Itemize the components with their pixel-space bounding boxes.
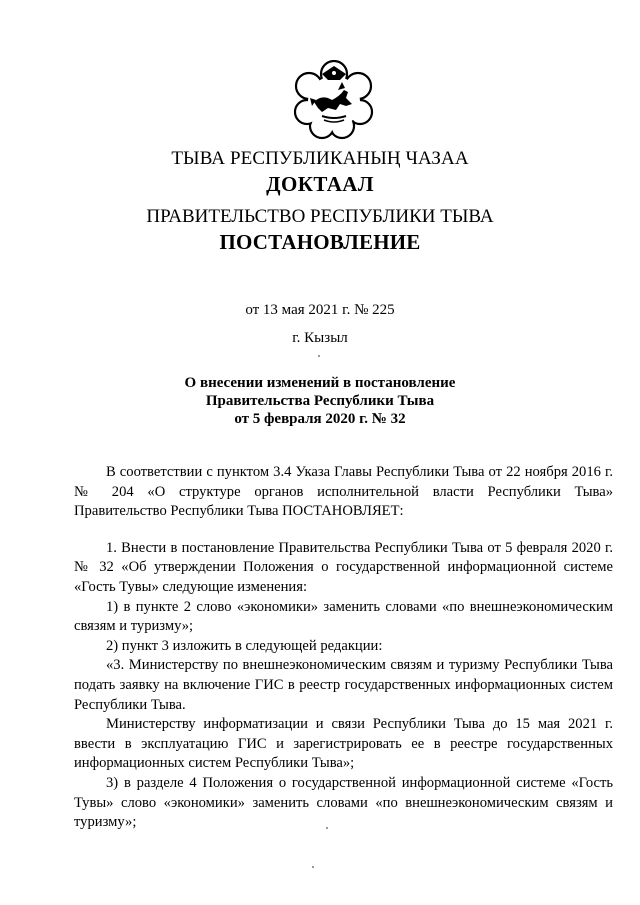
- republic-name-tyvan: ТЫВА РЕСПУБЛИКАНЫҢ ЧАЗАА: [171, 148, 469, 169]
- document-city: г. Кызыл: [292, 330, 348, 346]
- paragraph-subitem-2: 2) пункт 3 изложить в следующей редакции:: [106, 637, 383, 654]
- scan-speck: [312, 866, 314, 868]
- coat-of-arms-emblem: [292, 60, 376, 140]
- paragraph-subitem-3: 3) в разделе 4 Положения о государственной информационной системе «Гость Тувы» слово «экономики» заменить словами «по внешнеэкономическим связям и туризму»;: [74, 774, 613, 831]
- paragraph-item-1: 1. Внести в постановление Правительства Республики Тыва от 5 февраля 2020 г. № 32 «Об утверждении Положения о государственной информационной системе «Гость Тувы» следующие изменения:: [74, 539, 613, 595]
- paragraph-subitem-1: 1) в пункте 2 слово «экономики» заменить словами «по внешнеэкономическим связям и туризму»;: [74, 598, 613, 635]
- subject-line-3: от 5 февраля 2020 г. № 32: [234, 411, 406, 427]
- document-type-russian: ПОСТАНОВЛЕНИЕ: [219, 230, 421, 254]
- document-type-tyvan: ДОКТААЛ: [266, 172, 374, 196]
- scan-speck: [318, 355, 320, 357]
- paragraph-ministry-informatization: Министерству информатизации и связи Республики Тыва до 15 мая 2021 г. ввести в эксплуатацию ГИС и зарегистрировать ее в реестре государственных информационных систем Республики Тыва»;: [74, 716, 613, 772]
- scan-speck: [326, 827, 328, 829]
- document-date-number: от 13 мая 2021 г. № 225: [245, 302, 395, 318]
- paragraph-preamble: В соответствии с пунктом 3.4 Указа Главы Республики Тыва от 22 ноября 2016 г. № 204 «О структуре органов исполнительной власти Республики Тыва» Правительство Республики Тыва ПОСТАНОВЛЯЕТ:: [74, 464, 613, 520]
- paragraph-quoted-point-3: «3. Министерству по внешнеэкономическим связям и туризму Республики Тыва подать заявку на включение ГИС в реестр государственных информационных систем Республики Тыва.: [74, 657, 613, 713]
- subject-line-1: О внесении изменений в постановление: [184, 375, 456, 391]
- government-name-russian: ПРАВИТЕЛЬСТВО РЕСПУБЛИКИ ТЫВА: [146, 206, 494, 227]
- document-body: [74, 463, 613, 833]
- subject-line-2: Правительства Республики Тыва: [205, 393, 435, 409]
